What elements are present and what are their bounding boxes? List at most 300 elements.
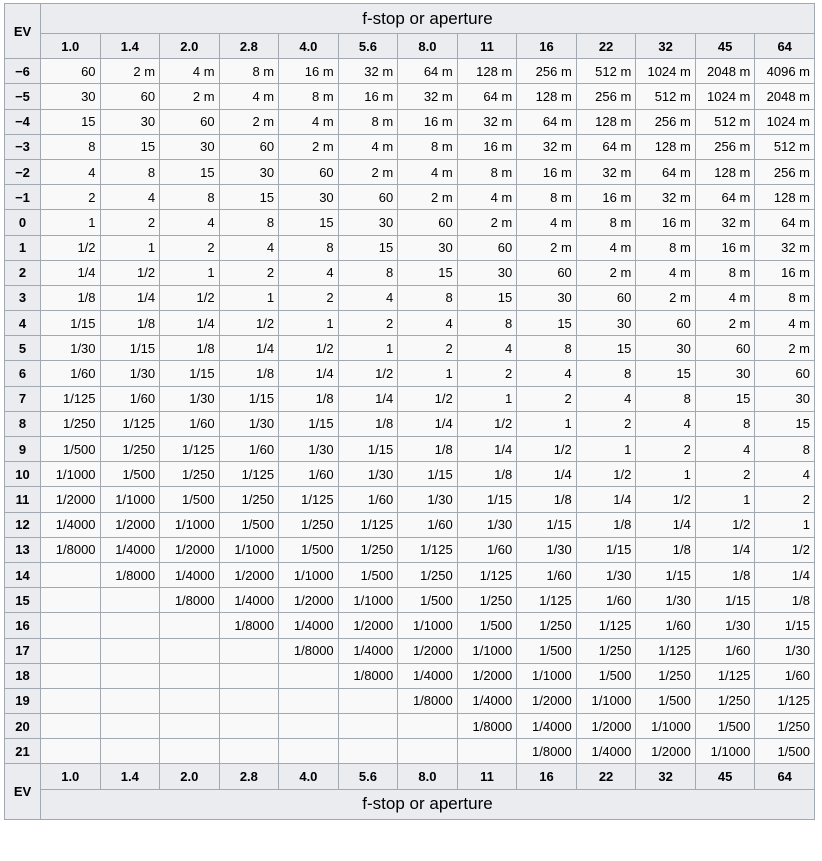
- table-body: [5, 59, 815, 764]
- shutter-speed-cell: 1: [100, 235, 160, 260]
- shutter-speed-cell: [160, 714, 220, 739]
- shutter-speed-cell: 60: [576, 285, 636, 310]
- shutter-speed-cell: 1/500: [398, 588, 458, 613]
- shutter-speed-cell: 1/30: [517, 537, 577, 562]
- header-aperture-0: 1.0: [41, 34, 101, 59]
- ev-value: 6: [5, 361, 41, 386]
- table-row: [5, 613, 815, 638]
- shutter-speed-cell: 1/60: [41, 361, 101, 386]
- shutter-speed-cell: 1/2000: [636, 739, 696, 764]
- shutter-speed-cell: 8: [219, 210, 279, 235]
- shutter-speed-cell: 1/125: [576, 613, 636, 638]
- ev-value: 16: [5, 613, 41, 638]
- shutter-speed-cell: 8: [41, 134, 101, 159]
- shutter-speed-cell: 1/125: [755, 688, 815, 713]
- shutter-speed-cell: 1/4: [755, 562, 815, 587]
- table-row: [5, 361, 815, 386]
- shutter-speed-cell: [279, 739, 339, 764]
- shutter-speed-cell: 1/4000: [517, 714, 577, 739]
- footer-aperture-4: 4.0: [279, 764, 339, 789]
- ev-value: 14: [5, 562, 41, 587]
- aperture-header-row: [5, 34, 815, 59]
- shutter-speed-cell: [41, 613, 101, 638]
- shutter-speed-cell: 1/4000: [100, 537, 160, 562]
- shutter-speed-cell: 30: [219, 159, 279, 184]
- ev-value: 7: [5, 386, 41, 411]
- shutter-speed-cell: 1/4000: [576, 739, 636, 764]
- shutter-speed-cell: 1/4: [517, 462, 577, 487]
- shutter-speed-cell: 4: [636, 411, 696, 436]
- shutter-speed-cell: 1: [41, 210, 101, 235]
- shutter-speed-cell: 4 m: [279, 109, 339, 134]
- shutter-speed-cell: 128 m: [636, 134, 696, 159]
- shutter-speed-cell: 1/2: [279, 336, 339, 361]
- table-row: [5, 512, 815, 537]
- shutter-speed-cell: 1/250: [100, 437, 160, 462]
- shutter-speed-cell: [219, 638, 279, 663]
- footer-aperture-0: 1.0: [41, 764, 101, 789]
- table-row: [5, 134, 815, 159]
- shutter-speed-cell: 1/15: [695, 588, 755, 613]
- shutter-speed-cell: 1/60: [755, 663, 815, 688]
- shutter-speed-cell: 30: [338, 210, 398, 235]
- shutter-speed-cell: 1/1000: [100, 487, 160, 512]
- ev-value: −3: [5, 134, 41, 159]
- header-aperture-11: 45: [695, 34, 755, 59]
- shutter-speed-cell: 1/250: [636, 663, 696, 688]
- footer-aperture-7: 11: [457, 764, 517, 789]
- table-row: [5, 663, 815, 688]
- shutter-speed-cell: 1/30: [636, 588, 696, 613]
- shutter-speed-cell: 1/4000: [41, 512, 101, 537]
- exposure-value-table: [4, 3, 815, 820]
- shutter-speed-cell: 8 m: [219, 59, 279, 84]
- table-row: [5, 260, 815, 285]
- footer-aperture-2: 2.0: [160, 764, 220, 789]
- shutter-speed-cell: 1/125: [636, 638, 696, 663]
- shutter-speed-cell: 1/15: [398, 462, 458, 487]
- shutter-speed-cell: 1/4000: [160, 562, 220, 587]
- shutter-speed-cell: 1/2: [457, 411, 517, 436]
- shutter-speed-cell: 1/8000: [517, 739, 577, 764]
- shutter-speed-cell: 128 m: [457, 59, 517, 84]
- shutter-speed-cell: 1/4000: [219, 588, 279, 613]
- shutter-speed-cell: 4 m: [576, 235, 636, 260]
- table-row: [5, 411, 815, 436]
- ev-value: 1: [5, 235, 41, 260]
- shutter-speed-cell: 256 m: [517, 59, 577, 84]
- shutter-speed-cell: 60: [100, 84, 160, 109]
- shutter-speed-cell: 1/500: [279, 537, 339, 562]
- shutter-speed-cell: 512 m: [636, 84, 696, 109]
- shutter-speed-cell: 2: [100, 210, 160, 235]
- shutter-speed-cell: 15: [219, 185, 279, 210]
- shutter-speed-cell: 30: [636, 336, 696, 361]
- shutter-speed-cell: 1/4: [41, 260, 101, 285]
- shutter-speed-cell: 1024 m: [755, 109, 815, 134]
- shutter-speed-cell: 4 m: [517, 210, 577, 235]
- shutter-speed-cell: 30: [695, 361, 755, 386]
- table-footer-title: f-stop or aperture: [41, 789, 815, 819]
- shutter-speed-cell: 15: [41, 109, 101, 134]
- shutter-speed-cell: 1/250: [457, 588, 517, 613]
- shutter-speed-cell: 16 m: [755, 260, 815, 285]
- shutter-speed-cell: 256 m: [695, 134, 755, 159]
- shutter-speed-cell: 4 m: [695, 285, 755, 310]
- footer-aperture-5: 5.6: [338, 764, 398, 789]
- shutter-speed-cell: 1/4: [457, 437, 517, 462]
- shutter-speed-cell: [160, 613, 220, 638]
- footer-aperture-10: 32: [636, 764, 696, 789]
- shutter-speed-cell: 30: [41, 84, 101, 109]
- shutter-speed-cell: 16 m: [279, 59, 339, 84]
- aperture-footer-row: [5, 764, 815, 789]
- table-row: [5, 285, 815, 310]
- table-row: [5, 437, 815, 462]
- table-row: [5, 537, 815, 562]
- shutter-speed-cell: 1/30: [755, 638, 815, 663]
- shutter-speed-cell: 8 m: [279, 84, 339, 109]
- shutter-speed-cell: 2 m: [279, 134, 339, 159]
- shutter-speed-cell: 4 m: [219, 84, 279, 109]
- shutter-speed-cell: 4 m: [457, 185, 517, 210]
- shutter-speed-cell: [100, 663, 160, 688]
- ev-value: 12: [5, 512, 41, 537]
- shutter-speed-cell: 1/4: [279, 361, 339, 386]
- shutter-speed-cell: 32 m: [457, 109, 517, 134]
- header-aperture-8: 16: [517, 34, 577, 59]
- shutter-speed-cell: 2 m: [100, 59, 160, 84]
- shutter-speed-cell: [338, 714, 398, 739]
- shutter-speed-cell: 4: [338, 285, 398, 310]
- shutter-speed-cell: 1/60: [219, 437, 279, 462]
- shutter-speed-cell: 512 m: [695, 109, 755, 134]
- table-row: [5, 588, 815, 613]
- shutter-speed-cell: 16 m: [457, 134, 517, 159]
- shutter-speed-cell: 1/2: [41, 235, 101, 260]
- shutter-speed-cell: 8 m: [457, 159, 517, 184]
- shutter-speed-cell: 2048 m: [755, 84, 815, 109]
- ev-value: 11: [5, 487, 41, 512]
- shutter-speed-cell: 60: [338, 185, 398, 210]
- shutter-speed-cell: 1/1000: [219, 537, 279, 562]
- ev-value: 13: [5, 537, 41, 562]
- shutter-speed-cell: 2: [576, 411, 636, 436]
- ev-value: 21: [5, 739, 41, 764]
- shutter-speed-cell: 1/125: [279, 487, 339, 512]
- shutter-speed-cell: 1/8000: [100, 562, 160, 587]
- shutter-speed-cell: 1/1000: [576, 688, 636, 713]
- shutter-speed-cell: 1/250: [160, 462, 220, 487]
- shutter-speed-cell: 4: [219, 235, 279, 260]
- shutter-speed-cell: 1/30: [576, 562, 636, 587]
- shutter-speed-cell: [279, 663, 339, 688]
- shutter-speed-cell: [41, 688, 101, 713]
- shutter-speed-cell: 1/30: [219, 411, 279, 436]
- shutter-speed-cell: 30: [100, 109, 160, 134]
- ev-corner-footer: EV: [5, 764, 41, 819]
- header-aperture-1: 1.4: [100, 34, 160, 59]
- shutter-speed-cell: 1/4: [219, 336, 279, 361]
- shutter-speed-cell: 2: [41, 185, 101, 210]
- shutter-speed-cell: [219, 688, 279, 713]
- shutter-speed-cell: 1/60: [457, 537, 517, 562]
- shutter-speed-cell: 15: [279, 210, 339, 235]
- shutter-speed-cell: [160, 688, 220, 713]
- shutter-speed-cell: 1/1000: [695, 739, 755, 764]
- shutter-speed-cell: 8: [279, 235, 339, 260]
- shutter-speed-cell: 1/2: [338, 361, 398, 386]
- shutter-speed-cell: 1/125: [338, 512, 398, 537]
- shutter-speed-cell: 15: [398, 260, 458, 285]
- shutter-speed-cell: [219, 739, 279, 764]
- shutter-speed-cell: 2: [160, 235, 220, 260]
- header-aperture-7: 11: [457, 34, 517, 59]
- shutter-speed-cell: 1/8: [219, 361, 279, 386]
- header-aperture-12: 64: [755, 34, 815, 59]
- shutter-speed-cell: 2: [457, 361, 517, 386]
- shutter-speed-cell: 30: [398, 235, 458, 260]
- shutter-speed-cell: 1: [160, 260, 220, 285]
- shutter-speed-cell: 32 m: [517, 134, 577, 159]
- shutter-speed-cell: 1/4000: [279, 613, 339, 638]
- table-row: [5, 688, 815, 713]
- shutter-speed-cell: 1/30: [398, 487, 458, 512]
- shutter-speed-cell: 30: [279, 185, 339, 210]
- ev-corner-header: EV: [5, 4, 41, 59]
- shutter-speed-cell: 1/2: [576, 462, 636, 487]
- table-foot: [5, 764, 815, 819]
- shutter-speed-cell: 1/500: [517, 638, 577, 663]
- shutter-speed-cell: 1/8: [457, 462, 517, 487]
- header-aperture-9: 22: [576, 34, 636, 59]
- shutter-speed-cell: 1/500: [636, 688, 696, 713]
- shutter-speed-cell: 8: [338, 260, 398, 285]
- shutter-speed-cell: 15: [100, 134, 160, 159]
- shutter-speed-cell: 30: [160, 134, 220, 159]
- shutter-speed-cell: 1/2000: [100, 512, 160, 537]
- shutter-speed-cell: 1/60: [517, 562, 577, 587]
- header-aperture-3: 2.8: [219, 34, 279, 59]
- shutter-speed-cell: [338, 739, 398, 764]
- ev-value: 17: [5, 638, 41, 663]
- shutter-speed-cell: 2 m: [576, 260, 636, 285]
- shutter-speed-cell: 1/2000: [517, 688, 577, 713]
- shutter-speed-cell: 60: [457, 235, 517, 260]
- ev-value: 3: [5, 285, 41, 310]
- shutter-speed-cell: 1/8: [279, 386, 339, 411]
- shutter-speed-cell: 1/60: [338, 487, 398, 512]
- title-row: [5, 4, 815, 34]
- shutter-speed-cell: 1/15: [160, 361, 220, 386]
- shutter-speed-cell: 2: [636, 437, 696, 462]
- ev-value: 10: [5, 462, 41, 487]
- shutter-speed-cell: 4: [755, 462, 815, 487]
- shutter-speed-cell: 8: [755, 437, 815, 462]
- shutter-speed-cell: 64 m: [695, 185, 755, 210]
- shutter-speed-cell: 1/2000: [338, 613, 398, 638]
- shutter-speed-cell: 1/4: [160, 311, 220, 336]
- shutter-speed-cell: 8: [457, 311, 517, 336]
- shutter-speed-cell: 32 m: [576, 159, 636, 184]
- header-aperture-4: 4.0: [279, 34, 339, 59]
- shutter-speed-cell: 2 m: [219, 109, 279, 134]
- shutter-speed-cell: 60: [219, 134, 279, 159]
- table-row: [5, 311, 815, 336]
- shutter-speed-cell: [41, 714, 101, 739]
- table-row: [5, 159, 815, 184]
- shutter-speed-cell: 8: [576, 361, 636, 386]
- shutter-speed-cell: 4: [576, 386, 636, 411]
- footer-aperture-12: 64: [755, 764, 815, 789]
- shutter-speed-cell: 30: [576, 311, 636, 336]
- table-row: [5, 714, 815, 739]
- shutter-speed-cell: 1/60: [695, 638, 755, 663]
- shutter-speed-cell: 1/125: [457, 562, 517, 587]
- shutter-speed-cell: 1/2000: [279, 588, 339, 613]
- shutter-speed-cell: 30: [517, 285, 577, 310]
- shutter-speed-cell: 2 m: [755, 336, 815, 361]
- shutter-speed-cell: 1/125: [398, 537, 458, 562]
- shutter-speed-cell: 4 m: [636, 260, 696, 285]
- shutter-speed-cell: 4: [695, 437, 755, 462]
- shutter-speed-cell: 15: [576, 336, 636, 361]
- shutter-speed-cell: 1/4000: [338, 638, 398, 663]
- shutter-speed-cell: 1/250: [41, 411, 101, 436]
- ev-value: −4: [5, 109, 41, 134]
- shutter-speed-cell: 1/15: [636, 562, 696, 587]
- shutter-speed-cell: 30: [457, 260, 517, 285]
- shutter-speed-cell: 60: [755, 361, 815, 386]
- shutter-speed-cell: 1/30: [41, 336, 101, 361]
- table-row: [5, 109, 815, 134]
- shutter-speed-cell: 30: [755, 386, 815, 411]
- shutter-speed-cell: 1/4: [100, 285, 160, 310]
- shutter-speed-cell: [100, 588, 160, 613]
- shutter-speed-cell: 1/2: [398, 386, 458, 411]
- shutter-speed-cell: 1/2: [517, 437, 577, 462]
- shutter-speed-cell: 60: [41, 59, 101, 84]
- shutter-speed-cell: [41, 638, 101, 663]
- shutter-speed-cell: 1/8000: [41, 537, 101, 562]
- shutter-speed-cell: 1/125: [160, 437, 220, 462]
- shutter-speed-cell: 256 m: [636, 109, 696, 134]
- shutter-speed-cell: 1/30: [160, 386, 220, 411]
- shutter-speed-cell: 1/4: [398, 411, 458, 436]
- shutter-speed-cell: 1/500: [576, 663, 636, 688]
- shutter-speed-cell: 512 m: [755, 134, 815, 159]
- shutter-speed-cell: 1024 m: [636, 59, 696, 84]
- shutter-speed-cell: 4: [100, 185, 160, 210]
- shutter-speed-cell: 2: [695, 462, 755, 487]
- shutter-speed-cell: 1/8000: [219, 613, 279, 638]
- footer-title-row: [5, 789, 815, 819]
- shutter-speed-cell: 8 m: [517, 185, 577, 210]
- shutter-speed-cell: 8: [160, 185, 220, 210]
- shutter-speed-cell: 15: [338, 235, 398, 260]
- shutter-speed-cell: 64 m: [517, 109, 577, 134]
- shutter-speed-cell: 1/500: [160, 487, 220, 512]
- shutter-speed-cell: 4: [457, 336, 517, 361]
- shutter-speed-cell: 64 m: [457, 84, 517, 109]
- shutter-speed-cell: 64 m: [398, 59, 458, 84]
- shutter-speed-cell: [41, 663, 101, 688]
- shutter-speed-cell: 1/2: [100, 260, 160, 285]
- shutter-speed-cell: 4: [398, 311, 458, 336]
- shutter-speed-cell: [398, 714, 458, 739]
- shutter-speed-cell: 16 m: [695, 235, 755, 260]
- shutter-speed-cell: 256 m: [755, 159, 815, 184]
- shutter-speed-cell: 128 m: [576, 109, 636, 134]
- shutter-speed-cell: 1/8000: [160, 588, 220, 613]
- shutter-speed-cell: 8 m: [636, 235, 696, 260]
- shutter-speed-cell: [41, 739, 101, 764]
- shutter-speed-cell: 8: [517, 336, 577, 361]
- shutter-speed-cell: 1/1000: [160, 512, 220, 537]
- shutter-speed-cell: 1: [755, 512, 815, 537]
- shutter-speed-cell: 1/8000: [338, 663, 398, 688]
- ev-value: −5: [5, 84, 41, 109]
- header-aperture-10: 32: [636, 34, 696, 59]
- shutter-speed-cell: 128 m: [517, 84, 577, 109]
- shutter-speed-cell: 1/500: [338, 562, 398, 587]
- shutter-speed-cell: 1/8: [636, 537, 696, 562]
- shutter-speed-cell: 1/2: [695, 512, 755, 537]
- shutter-speed-cell: 8: [636, 386, 696, 411]
- shutter-speed-cell: 8 m: [695, 260, 755, 285]
- shutter-speed-cell: 1/4: [338, 386, 398, 411]
- ev-value: 2: [5, 260, 41, 285]
- shutter-speed-cell: 2 m: [398, 185, 458, 210]
- shutter-speed-cell: 2 m: [457, 210, 517, 235]
- shutter-speed-cell: 1/8000: [398, 688, 458, 713]
- table-row: [5, 462, 815, 487]
- footer-aperture-8: 16: [517, 764, 577, 789]
- shutter-speed-cell: 15: [160, 159, 220, 184]
- shutter-speed-cell: [41, 562, 101, 587]
- shutter-speed-cell: 1/2000: [160, 537, 220, 562]
- header-aperture-2: 2.0: [160, 34, 220, 59]
- shutter-speed-cell: 4: [41, 159, 101, 184]
- shutter-speed-cell: 1/2: [636, 487, 696, 512]
- shutter-speed-cell: 1/125: [100, 411, 160, 436]
- ev-value: 8: [5, 411, 41, 436]
- table-row: [5, 59, 815, 84]
- shutter-speed-cell: 1/1000: [517, 663, 577, 688]
- shutter-speed-cell: 8 m: [755, 285, 815, 310]
- shutter-speed-cell: 4 m: [755, 311, 815, 336]
- shutter-speed-cell: 1: [398, 361, 458, 386]
- ev-value: −6: [5, 59, 41, 84]
- shutter-speed-cell: 2: [338, 311, 398, 336]
- shutter-speed-cell: 1/15: [219, 386, 279, 411]
- shutter-speed-cell: 1/125: [41, 386, 101, 411]
- shutter-speed-cell: 15: [636, 361, 696, 386]
- footer-aperture-3: 2.8: [219, 764, 279, 789]
- ev-value: 4: [5, 311, 41, 336]
- shutter-speed-cell: 1/4000: [457, 688, 517, 713]
- shutter-speed-cell: 1/60: [636, 613, 696, 638]
- shutter-speed-cell: 2: [279, 285, 339, 310]
- shutter-speed-cell: 1/250: [695, 688, 755, 713]
- shutter-speed-cell: 1/8: [100, 311, 160, 336]
- shutter-speed-cell: 1/500: [41, 437, 101, 462]
- shutter-speed-cell: 1/60: [100, 386, 160, 411]
- shutter-speed-cell: 1/125: [517, 588, 577, 613]
- shutter-speed-cell: [100, 739, 160, 764]
- shutter-speed-cell: 1: [695, 487, 755, 512]
- shutter-speed-cell: 1/1000: [338, 588, 398, 613]
